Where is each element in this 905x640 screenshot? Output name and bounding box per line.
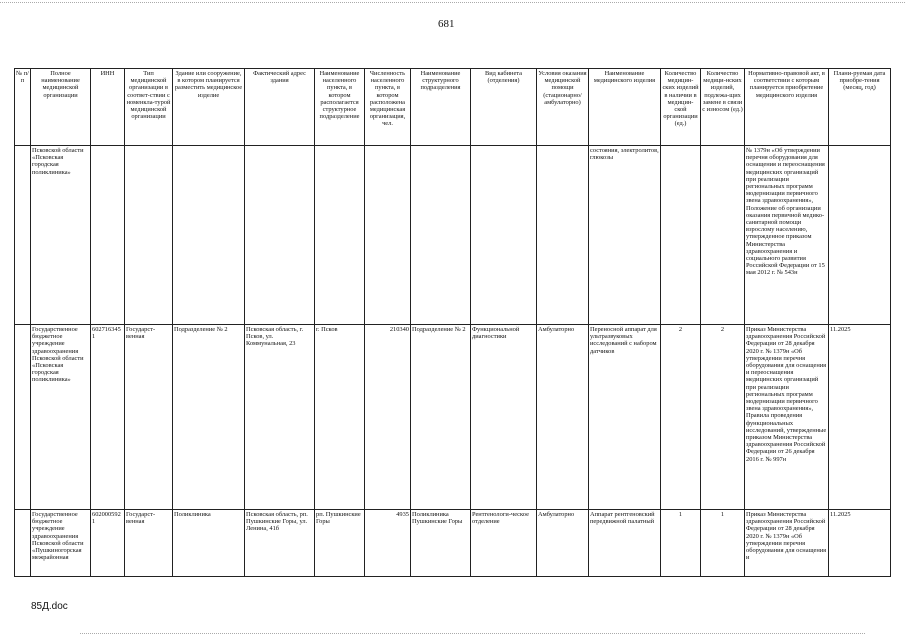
cell-population: 4935 (365, 510, 411, 577)
cell-inn (91, 146, 125, 325)
header-cell: Наименование структурного подразделения (411, 69, 471, 146)
cell-act: Приказ Министерства здравоохранения Российской Федерации от 28 декабря 2020 г. № 1379н «Об утверждении перечня оборудования для оснащения и переоснащения медицинских организаций при реализации региональных программ модернизации первичного звена здравоохранения», Правила проведения функциональных исследований, утвержденные приказом Министерства здравоохранения Российской Федерации от 26 декабря 2016 г. № 997н (745, 325, 829, 510)
cell-type (125, 146, 173, 325)
table-header-row (15, 69, 891, 146)
cell-date: 11.2025 (829, 325, 891, 510)
cell-act: № 1379н «Об утверждении перечня оборудования для оснащения и переоснащения медицинских организаций при реализации региональных программ модернизации первичного звена здравоохранения», Положение об организации оказания первичной медико-санитарной помощи взрослому населению, утвержденное приказом Министерства здравоохранения и социального развития Российской Федерации от 15 мая 2012 г. № 543н (745, 146, 829, 325)
cell-num (15, 146, 31, 325)
table-row (15, 146, 891, 325)
header-cell: Количество медици-нских изделий, подлежа-щих замене в связи с износом (ед.) (701, 69, 745, 146)
header-cell: Количество медицин-ских изделий в наличии в медицин-ской организации (ед.) (661, 69, 701, 146)
header-cell: Полное наименование медицинской организации (31, 69, 91, 146)
header-cell: Тип медицинской организации в соответ-ствии с номенкла-турой медицинской организации (125, 69, 173, 146)
top-rule (0, 2, 905, 3)
cell-inn: 6027163451 (91, 325, 125, 510)
header-cell: Условия оказания медицинской помощи (стационарно/ амбулаторно) (537, 69, 589, 146)
header-cell: Здание или сооружение, в котором планируется разместить медицинское изделие (173, 69, 245, 146)
cell-locality: рп. Пушкинские Горы (315, 510, 365, 577)
cell-population (365, 146, 411, 325)
cell-subdivision: Поликлиника Пушкинские Горы (411, 510, 471, 577)
cell-date (829, 146, 891, 325)
cell-population: 210340 (365, 325, 411, 510)
bottom-rule (80, 633, 865, 634)
cell-address: Псковская область, г. Псков, ул. Коммунальная, 23 (245, 325, 315, 510)
cell-building: Подразделение № 2 (173, 325, 245, 510)
cell-building: Поликлиника (173, 510, 245, 577)
cell-act: Приказ Министерства здравоохранения Российской Федерации от 28 декабря 2020 г. № 1379н «Об утверждении перечня оборудования для оснащения и (745, 510, 829, 577)
page-number: 681 (438, 18, 455, 30)
cell-qty-replace: 1 (701, 510, 745, 577)
cell-type: Государст-венная (125, 325, 173, 510)
cell-inn: 6020005921 (91, 510, 125, 577)
table-row (15, 510, 891, 577)
cell-subdivision (411, 146, 471, 325)
cell-device: Аппарат рентгеновский передвижной палатный (589, 510, 661, 577)
header-cell: Численность населенного пункта, в котором расположена медицинская организация, чел. (365, 69, 411, 146)
header-cell: Наименование населенного пункта, в котором располагается структурное подразделение (315, 69, 365, 146)
cell-address (245, 146, 315, 325)
header-cell: Наименование медицинского изделия (589, 69, 661, 146)
cell-device: состояния, электролитов, глюкозы (589, 146, 661, 325)
cell-address: Псковская область, рп. Пушкинские Горы, ул. Ленина, 41б (245, 510, 315, 577)
cell-device: Переносной аппарат для ультразвуковых исследований с набором датчиков (589, 325, 661, 510)
cell-conditions: Амбулаторно (537, 325, 589, 510)
cell-org: Псковской области «Псковская городская поликлиника» (31, 146, 91, 325)
header-cell: ИНН (91, 69, 125, 146)
cell-type: Государст-венная (125, 510, 173, 577)
cell-qty-have: 1 (661, 510, 701, 577)
cell-room: Функциональной диагностики (471, 325, 537, 510)
cell-conditions (537, 146, 589, 325)
footer-filename: 85Д.doc (31, 601, 68, 612)
equipment-table (14, 68, 891, 577)
cell-room (471, 146, 537, 325)
cell-org: Государственное бюджетное учреждение здравоохранения Псковской области «Псковская городская поликлиника» (31, 325, 91, 510)
header-cell: Вид кабинета (отделения) (471, 69, 537, 146)
table-row (15, 325, 891, 510)
cell-qty-replace (701, 146, 745, 325)
cell-num (15, 325, 31, 510)
header-cell: Фактический адрес здания (245, 69, 315, 146)
cell-org: Государственное бюджетное учреждение здравоохранения Псковской области «Пушкиногорская межрайонная (31, 510, 91, 577)
cell-num (15, 510, 31, 577)
cell-locality: г. Псков (315, 325, 365, 510)
cell-qty-replace: 2 (701, 325, 745, 510)
header-cell: Плани-руемая дата приобре-тения (месяц, год) (829, 69, 891, 146)
cell-date: 11.2025 (829, 510, 891, 577)
cell-conditions: Амбулаторно (537, 510, 589, 577)
cell-qty-have: 2 (661, 325, 701, 510)
cell-room: Рентгенологи-ческое отделение (471, 510, 537, 577)
cell-subdivision: Подразделение № 2 (411, 325, 471, 510)
header-cell: № п/п (15, 69, 31, 146)
cell-qty-have (661, 146, 701, 325)
header-cell: Нормативно-правовой акт, в соответствии с которым планируется приобретение медицинского изделия (745, 69, 829, 146)
cell-locality (315, 146, 365, 325)
cell-building (173, 146, 245, 325)
